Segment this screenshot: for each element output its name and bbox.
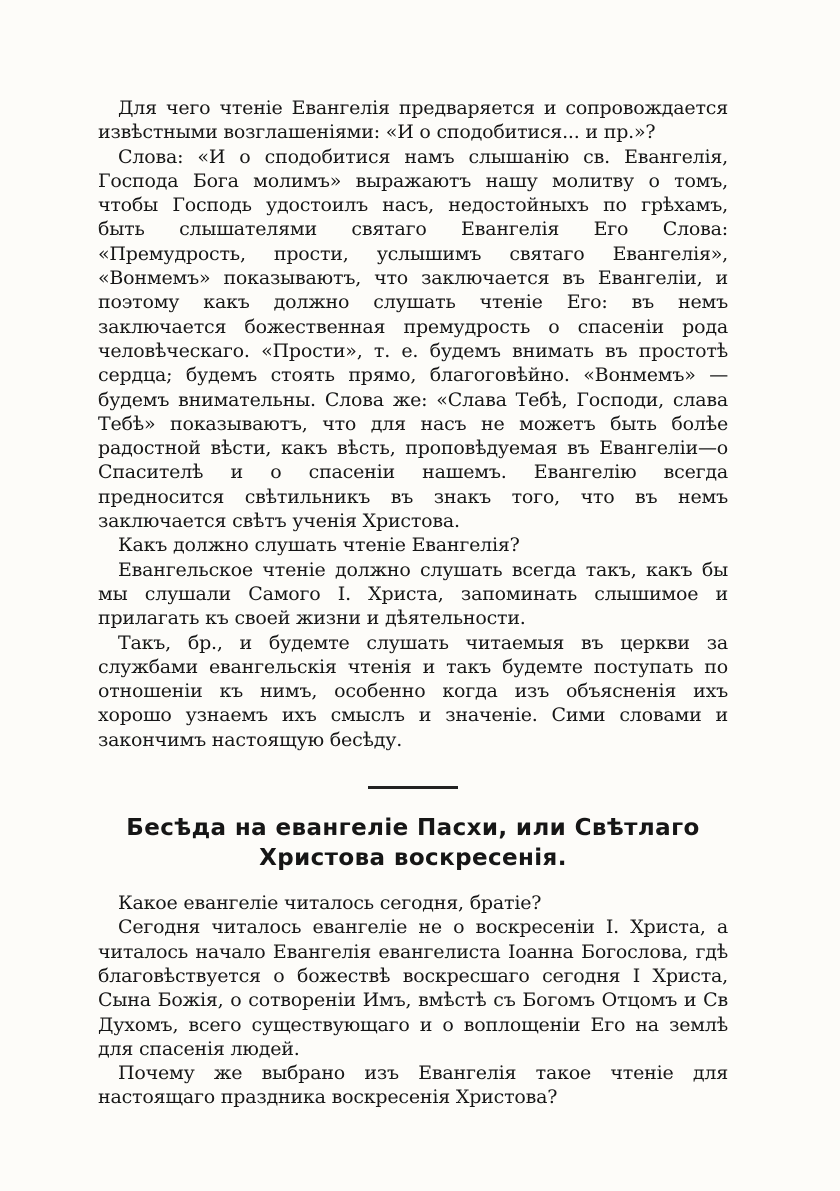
question-paragraph: Почему же выбрано изъ Евангелія такое чтеніе для настоящаго праздника воскресенія Христова?	[98, 1062, 728, 1109]
section-divider	[368, 786, 458, 789]
question-paragraph: Для чего чтеніе Евангелія предваряется и сопровождается извѣстными возглашеніями: «И о сподобитися... и пр.»?	[98, 97, 728, 144]
answer-paragraph: Евангельское чтеніе должно слушать всегда такъ, какъ бы мы слушали Самого І. Христа, запоминать слышимое и прилагать къ своей жизни и дѣятельности.	[98, 558, 728, 630]
answer-paragraph: Слова: «И о сподобитися намъ слышанію св. Евангелія, Господа Бога молимъ» выражаютъ нашу молитву о томъ, чтобы Господь удостоилъ насъ, недостойныхъ по грѣхамъ, быть слышателями святаго Евангелія Его Слова: «Премудрость, прости, услышимъ святаго Евангелія», «Вонмемъ» показываютъ, что заключается въ Евангеліи, и поэтому какъ должно слушать чтеніе Его: въ немъ заключается божественная премудрость о спасеніи рода человѣческаго. «Прости», т. е. будемъ внимать въ простотѣ сердца; будемъ стоять прямо, благоговѣйно. «Вонмемъ» — будемъ внимательны. Слова же: «Слава Тебѣ, Господи, слава Тебѣ» показываютъ, что для насъ не можетъ быть болѣе радостной вѣсти, какъ вѣсть, проповѣдуемая въ Евангеліи—о Спасителѣ и о спасеніи нашемъ. Евангелію всегда предносится свѣтильникъ въ знакъ того, что въ немъ заключается свѣтъ ученія Христова.	[98, 145, 728, 533]
closing-paragraph: Такъ, бр., и будемте слушать читаемыя въ церкви за службами евангельскія чтенія и такъ будемте поступать по отношеніи къ нимъ, особенно когда изъ объясненія ихъ хорошо узнаемъ ихъ смыслъ и значеніе. Сими словами и закончимъ настоящую бесѣду.	[98, 631, 728, 751]
question-paragraph: Какое евангеліе читалось сегодня, братіе?	[118, 892, 542, 915]
answer-paragraph: Сегодня читалось евангеліе не о воскресеніи І. Христа, а читалось начало Евангелія евангелиста Іоанна Богослова, гдѣ благовѣствуется о божествѣ воскресшаго сегодня І Христа, Сына Божія, о сотвореніи Имъ, вмѣстѣ съ Богомъ Отцомъ и Св Духомъ, всего существующаго и о воплощеніи Его на землѣ для спасенія людей.	[98, 916, 728, 1060]
question-paragraph: Какъ должно слушать чтеніе Евангелія?	[118, 534, 520, 557]
section-heading: Бесѣда на евангеліе Пасхи, или Свѣтлаго Христова воскресенія.	[126, 815, 700, 872]
